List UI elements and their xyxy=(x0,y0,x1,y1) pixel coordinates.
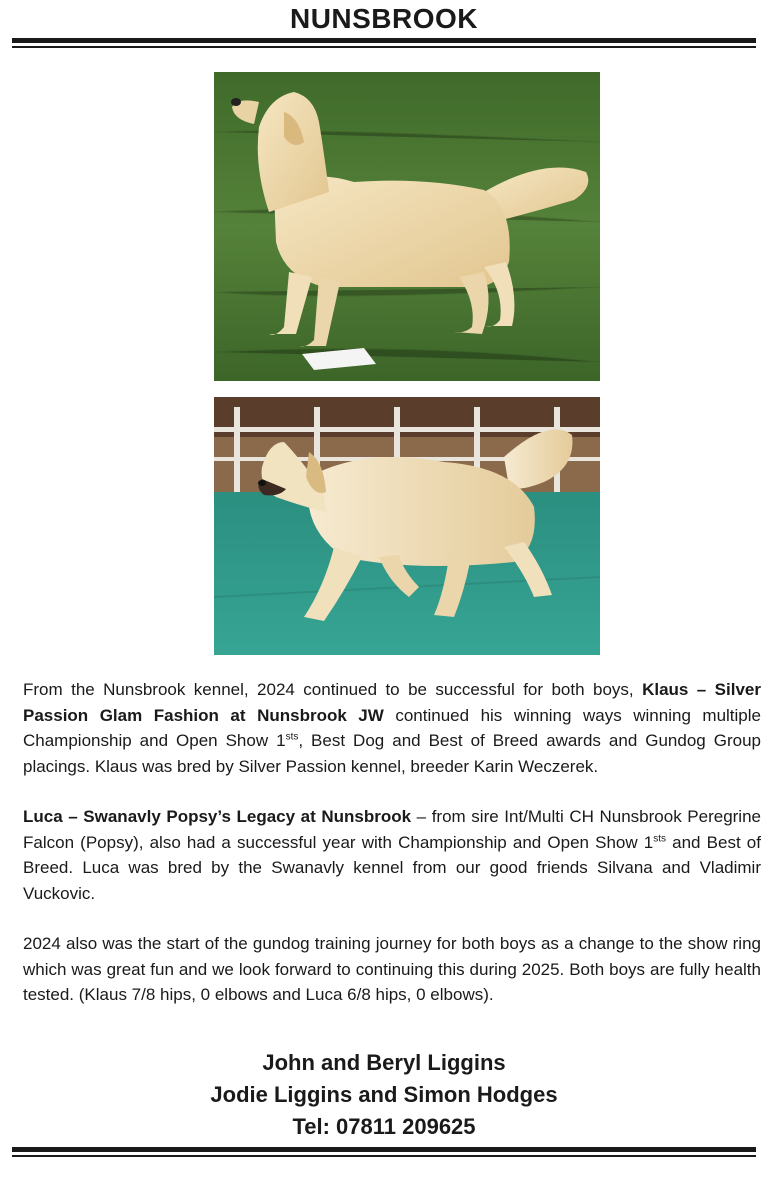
p1-superscript: sts xyxy=(285,731,299,743)
header-rule xyxy=(12,38,756,48)
p2-superscript: sts xyxy=(653,832,667,844)
paragraph-luca xyxy=(23,804,761,906)
klaus-dog-name: Klaus – Silver Passion Glam Fashion at Nunsbrook JW xyxy=(23,680,761,725)
signature-phone: Tel: 07811 209625 xyxy=(292,1114,476,1139)
p1-text-end: , Best Dog and Best of Breed awards and Gundog Group placings. Klaus was bred by Silver Passion kennel, breeder Karin Weczerek. xyxy=(23,731,761,776)
footer-rule xyxy=(12,1147,756,1157)
p1-text-middle: continued his winning ways winning multiple Championship and Open Show 1 xyxy=(23,705,761,750)
signature-line-1: John and Beryl Liggins xyxy=(262,1050,506,1075)
moving-dog-photo xyxy=(214,397,600,655)
page-title: NUNSBROOK xyxy=(289,3,479,34)
luca-dog-name: Luca – Swanavly Popsy’s Legacy at Nunsbrook xyxy=(23,807,412,826)
p2-text-middle: – from sire Int/Multi CH Nunsbrook Peregrine Falcon (Popsy), also had a successful year with Championship and Open Show 1 xyxy=(23,807,761,852)
paragraph-klaus xyxy=(23,677,761,779)
p1-text-start: From the Nunsbrook kennel, 2024 continued to be successful for both boys, xyxy=(23,680,643,699)
standing-dog-photo xyxy=(214,72,600,381)
signature-line-2: Jodie Liggins and Simon Hodges xyxy=(210,1082,558,1107)
paragraph-training: 2024 also was the start of the gundog training journey for both boys as a change to the show ring which was great fun and we look forward to continuing this during 2025. Both boys are fully health tested. (Klaus 7/8 hips, 0 elbows and Luca 6/8 hips, 0 elbows). xyxy=(23,934,761,1004)
article-body xyxy=(23,677,761,1033)
p2-text-end: and Best of Breed. Luca was bred by the Swanavly kennel from our good friends Silvana and Vladimir Vuckovic. xyxy=(23,832,761,903)
